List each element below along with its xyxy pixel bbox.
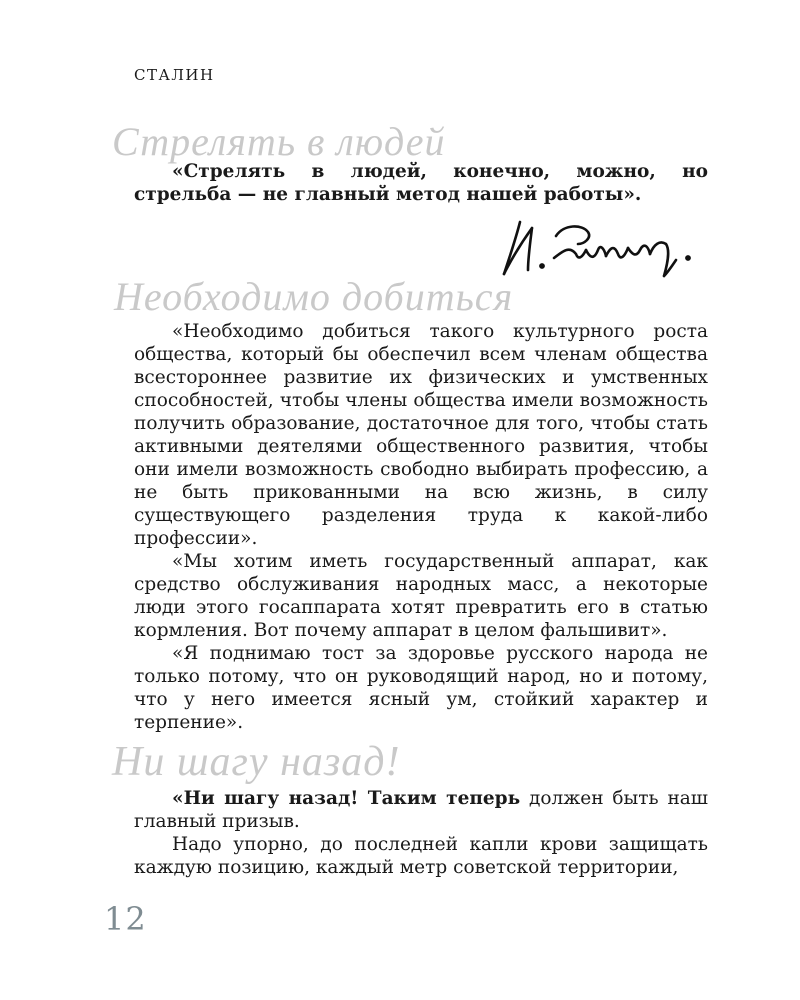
quote-paragraph	[134, 787, 708, 833]
decorative-heading-1: Стрелять в людей	[112, 119, 446, 164]
quote-paragraph: «Стрелять в людей, конечно, можно, но стрельба — не главный метод нашей работы».	[134, 161, 708, 205]
running-head: СТАЛИН	[134, 66, 215, 84]
decorative-heading-2: Необходимо добиться	[114, 274, 514, 319]
paragraph-rest: должен быть наш главный призыв.	[134, 788, 708, 832]
page-number: 12	[104, 900, 147, 938]
quote-paragraph: Надо упорно, до последней капли крови защищать каждую позицию, каждый метр советской территории,	[134, 834, 708, 878]
decorative-heading-3: Ни шагу назад!	[112, 739, 401, 785]
section-3	[134, 787, 708, 879]
quote-paragraph: «Необходимо добиться такого культурного роста общества, который бы обеспечил всем членам общества всестороннее развитие их физических и умственных способностей, чтобы члены общества имели возможность получить образование, достаточное для того, чтобы стать активными деятелями общественного развития, чтобы они имели возможность свободно выбирать профессию, а не быть прикованными на всю жизнь, в силу существующего разделения труда к какой-либо профессии».	[134, 321, 708, 549]
bold-lead: «Ни шагу назад! Таким теперь	[172, 788, 521, 809]
section-2	[134, 320, 708, 734]
quote-paragraph: «Мы хотим иметь государственный аппарат, как средство обслуживания народных масс, а некоторые люди этого госаппарата хотят превратить его в статью кормления. Вот почему аппарат в целом фальшивит».	[134, 551, 708, 641]
section-1	[134, 160, 708, 206]
signature-image	[498, 214, 708, 284]
quote-paragraph: «Я поднимаю тост за здоровье русского народа не только потому, что он руководящий народ, но и потому, что у него имеется ясный ум, стойкий характер и терпение».	[134, 643, 708, 733]
